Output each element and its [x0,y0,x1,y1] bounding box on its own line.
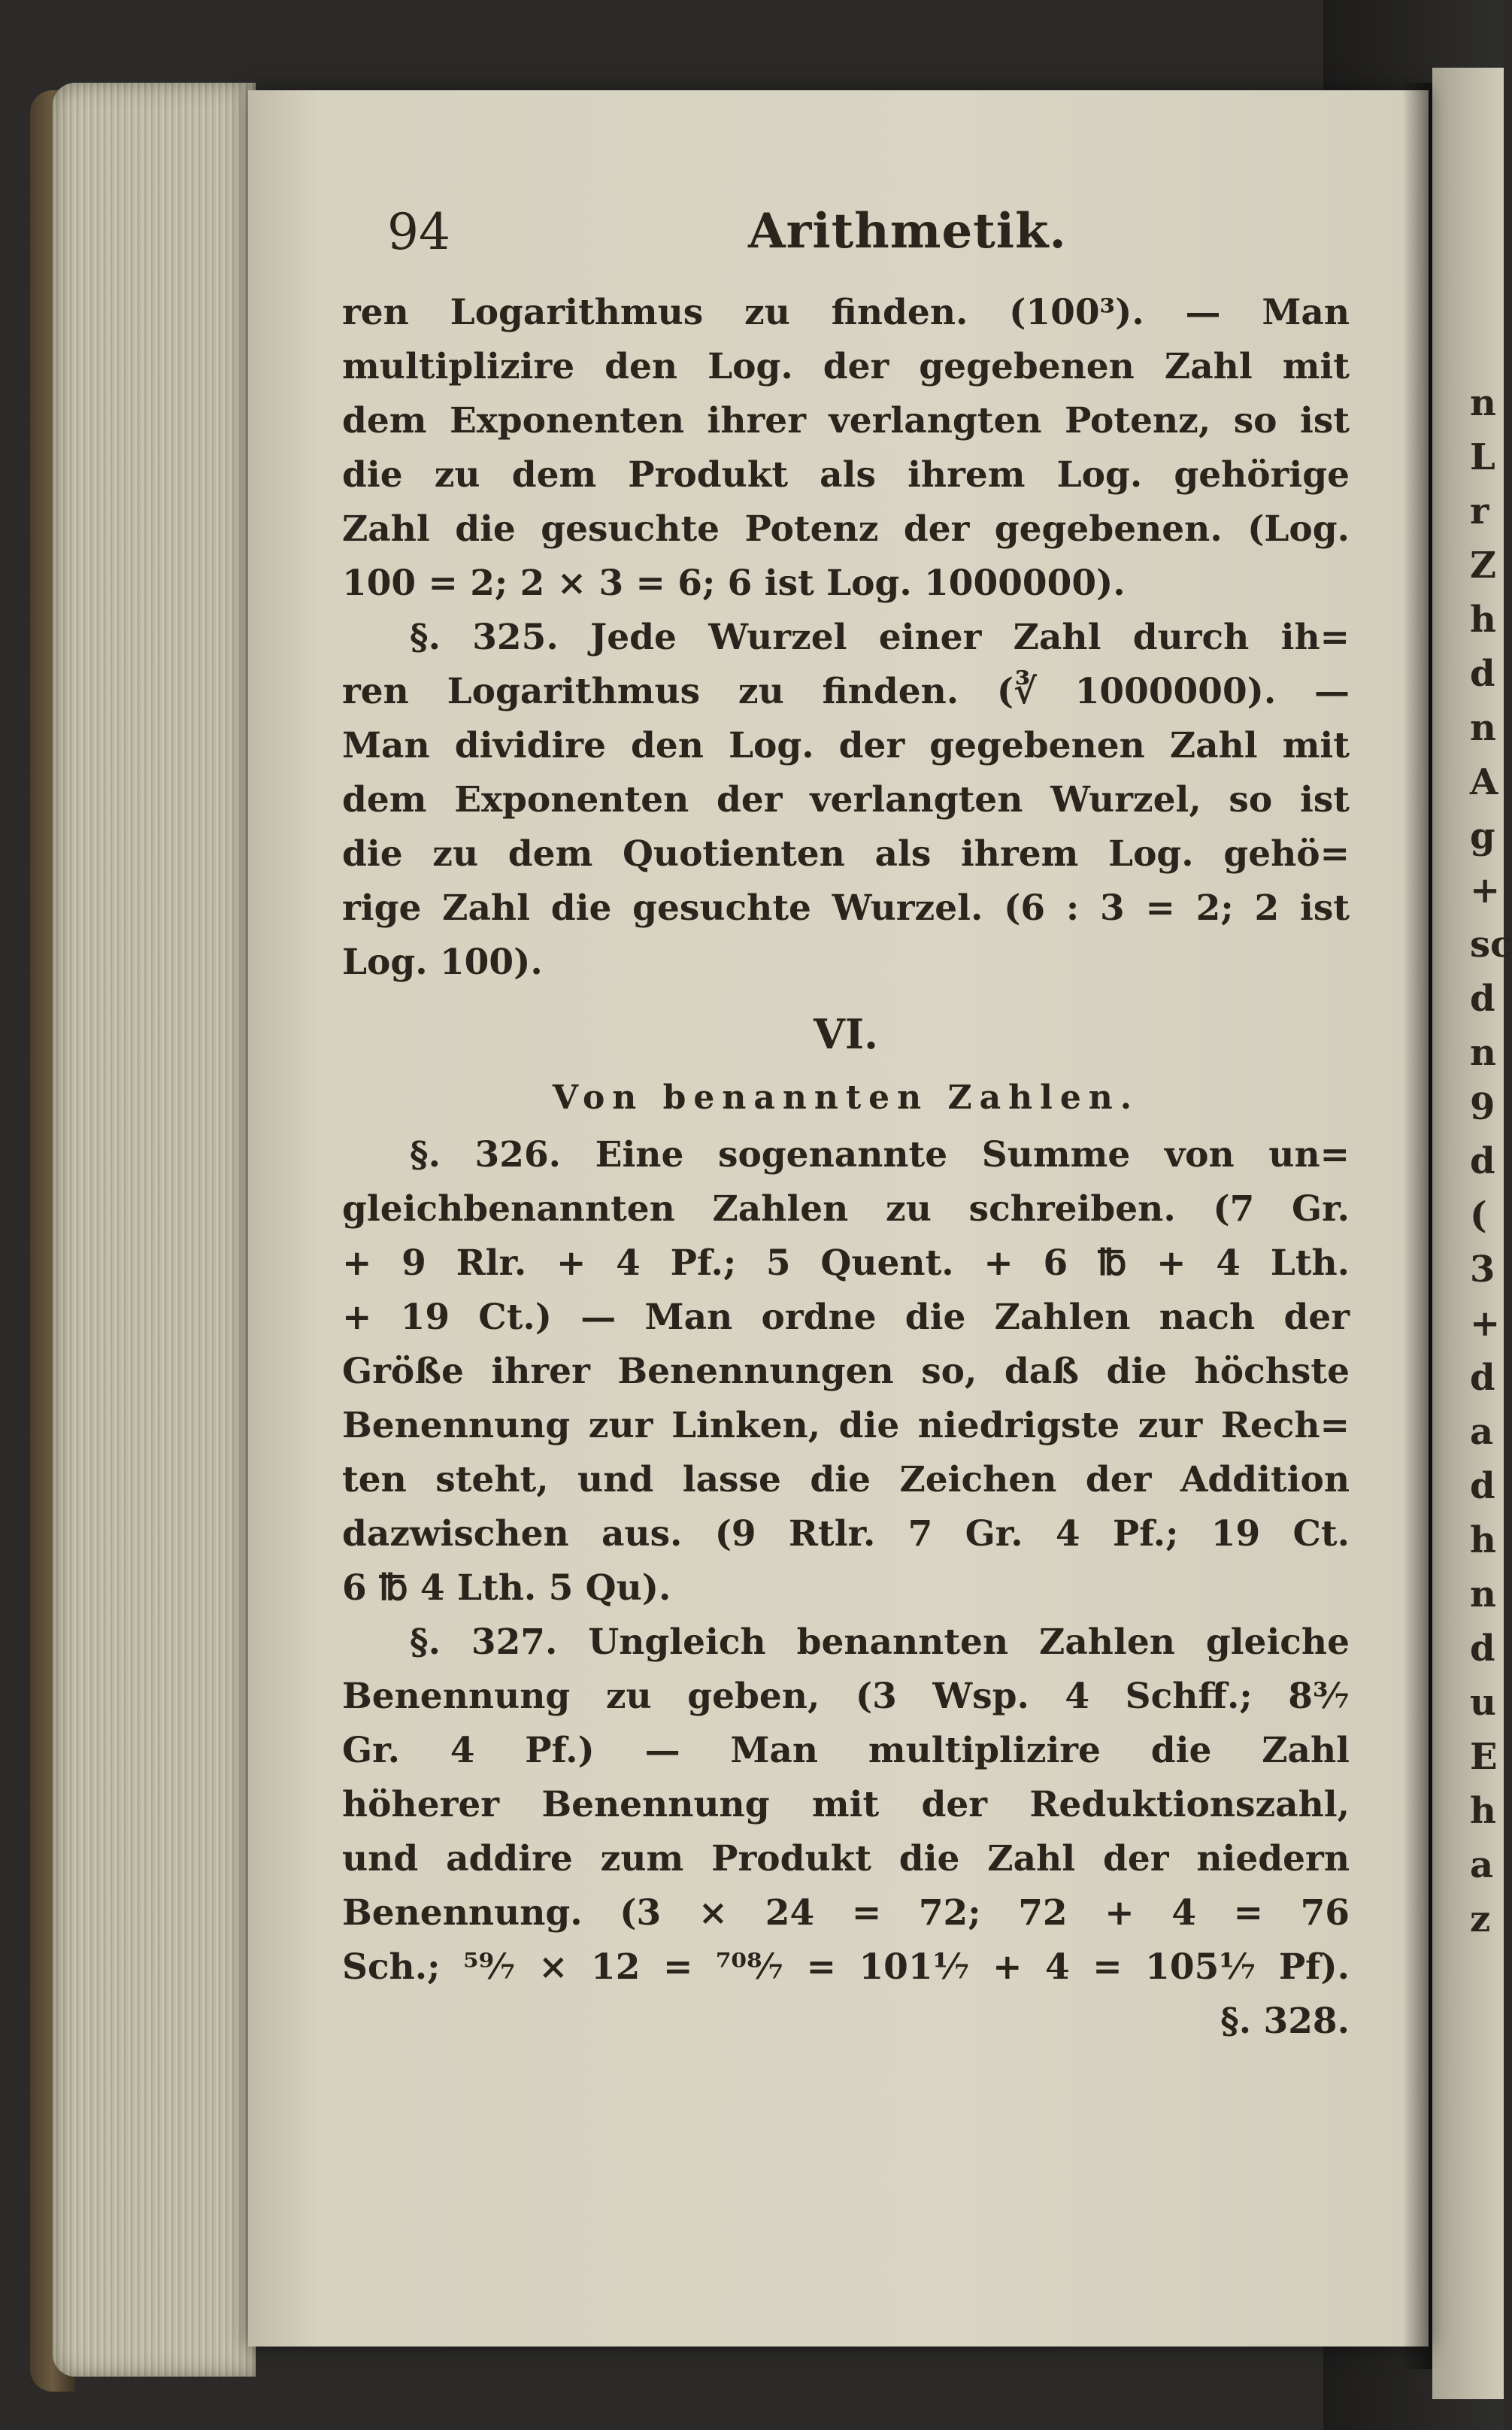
text-line: dazwischen aus. (9 Rtlr. 7 Gr. 4 Pf.; 19 Ct. [342,1513,1350,1555]
facing-page-fragment: h [1470,599,1496,641]
text-line: dem Exponenten der verlangten Wurzel, so ist [342,779,1350,821]
facing-page-fragment: z [1470,1898,1491,1940]
facing-page-fragment: n [1470,1032,1496,1074]
facing-page-fragment: d [1470,978,1495,1020]
text-line: die zu dem Produkt als ihrem Log. gehörige [342,454,1350,496]
text-line: Benennung zur Linken, die niedrigste zur Rech= [342,1405,1350,1446]
section-number: VI. [814,1010,878,1058]
text-line: Man dividire den Log. der gegebenen Zahl mit [342,725,1350,766]
text-line: 6 ℔ 4 Lth. 5 Qu). [342,1567,671,1609]
text-line: Benennung. (3 × 24 = 72; 72 + 4 = 76 [342,1892,1350,1934]
text-line: Größe ihrer Benennungen so, daß die höchste [342,1351,1350,1392]
text-line: ren Logarithmus zu finden. (100³). — Man [342,292,1350,333]
facing-page-fragment: A [1470,761,1498,803]
facing-page-fragment: a [1470,1844,1494,1886]
facing-page-fragment: E [1470,1736,1498,1778]
running-head: Arithmetik. [748,203,1067,259]
text-line: Sch.; ⁵⁹⁄₇ × 12 = ⁷⁰⁸⁄₇ = 101¹⁄₇ + 4 = 105¹⁄₇ Pf). [342,1946,1350,1988]
facing-page-fragment: d [1470,653,1495,695]
facing-page-fragment: n [1470,382,1496,424]
text-line: Log. 100). [342,942,543,983]
page-text-block [342,196,1350,2049]
facing-page-fragment: d [1470,1357,1495,1399]
text-line: höherer Benennung mit der Reduktionszahl, [342,1784,1350,1825]
facing-page-fragment: + [1470,869,1501,912]
facing-page-fragment: L [1470,436,1495,478]
text-line: §. 326. Eine sogenannte Summe von un= [410,1134,1350,1176]
page-edge-stack [53,83,256,2377]
text-line: ten steht, und lasse die Zeichen der Addition [342,1459,1350,1500]
facing-page-fragment: ( [1470,1194,1487,1236]
text-line: + 9 Rlr. + 4 Pf.; 5 Quent. + 6 ℔ + 4 Lth. [342,1242,1350,1284]
facing-page-fragment: d [1470,1628,1495,1670]
facing-page-fragment: r [1470,490,1489,532]
facing-page-fragment: d [1470,1465,1495,1507]
text-line: Benennung zu geben, (3 Wsp. 4 Schff.; 8³⁄₇ [342,1676,1350,1717]
facing-page-fragment: a [1470,1411,1494,1453]
facing-page-fragment: d [1470,1140,1495,1182]
text-line: 100 = 2; 2 × 3 = 6; 6 ist Log. 1000000). [342,563,1126,604]
text-line: multiplizire den Log. der gegebenen Zahl mit [342,346,1350,387]
text-line: gleichbenannten Zahlen zu schreiben. (7 Gr. [342,1188,1350,1230]
text-line: Gr. 4 Pf.) — Man multiplizire die Zahl [342,1730,1350,1771]
paragraph-block-2 [342,1128,1350,2049]
paragraph-block-1 [342,286,1350,990]
text-line: + 19 Ct.) — Man ordne die Zahlen nach der [342,1297,1350,1338]
facing-page-fragment: n [1470,1573,1496,1615]
facing-page-fragment: h [1470,1519,1496,1561]
text-line: Zahl die gesuchte Potenz der gegebenen. (Log. [342,508,1350,550]
facing-page-fragment: Z [1470,545,1497,587]
text-line: §. 327. Ungleich benannten Zahlen gleiche [410,1622,1350,1663]
text-line: und addire zum Produkt die Zahl der niedern [342,1838,1350,1879]
facing-page-fragment: sc [1470,924,1512,966]
page-gutter-shadow [1402,83,1432,2369]
facing-page-fragment: n [1470,707,1496,749]
facing-page-fragment: 9 [1470,1086,1495,1128]
text-line: dem Exponenten ihrer verlangten Potenz, so ist [342,400,1350,441]
facing-page-fragment: h [1470,1790,1496,1832]
facing-page-fragment: + [1470,1303,1501,1345]
facing-page-text [1470,376,1512,1946]
text-line: die zu dem Quotienten als ihrem Log. gehö= [342,833,1350,875]
page-number: 94 [387,203,450,261]
section-title: Von benannten Zahlen. [552,1078,1140,1117]
facing-page-fragment: 3 [1470,1248,1495,1291]
text-line: rige Zahl die gesuchte Wurzel. (6 : 3 = 2; 2 ist [342,887,1350,929]
text-line: ren Logarithmus zu finden. (∛ 1000000). — [342,671,1350,712]
page-header [342,196,1350,286]
facing-page-fragment: u [1470,1682,1496,1724]
text-line: §. 325. Jede Wurzel einer Zahl durch ih= [410,617,1350,658]
catchword: §. 328. [1220,2001,1350,2042]
facing-page-fragment: g [1470,815,1495,857]
